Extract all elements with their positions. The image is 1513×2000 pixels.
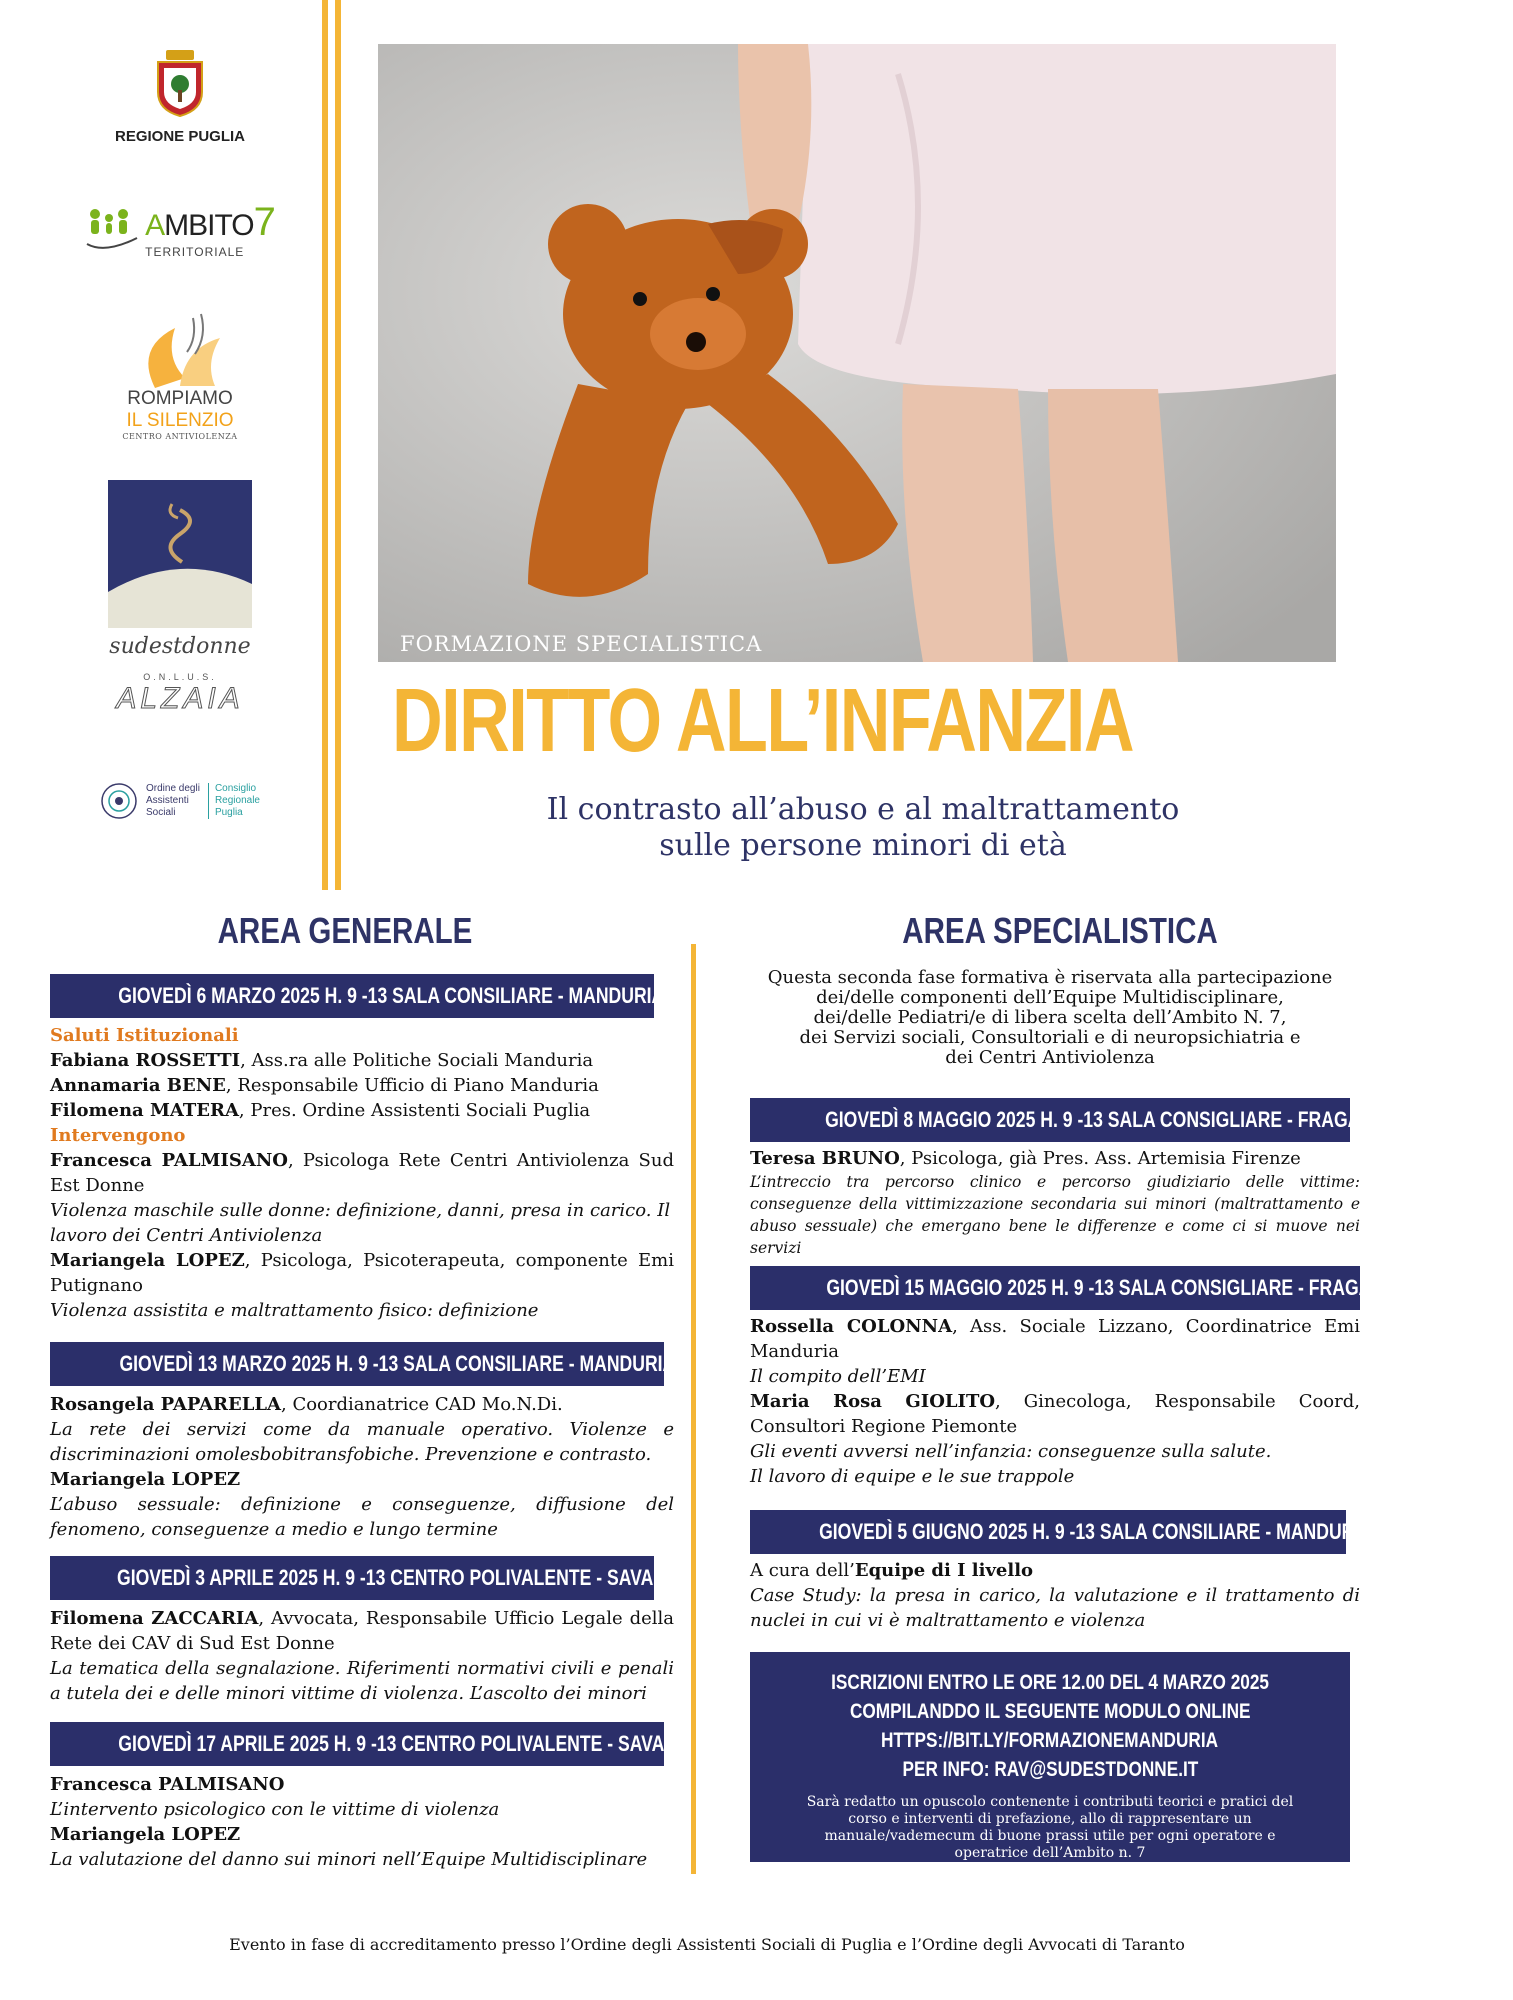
registration-deadline: ISCRIZIONI ENTRO LE ORE 12.00 DEL 4 MARZO 2025	[831, 1671, 1269, 1694]
family-hand-icon	[85, 204, 139, 256]
talk-topic: La valutazione del danno sui minori nell’Equipe Multidisciplinare	[50, 1849, 648, 1870]
speaker-role: , Psicologa, Psicoterapeuta, componente Emi Putignano	[50, 1250, 674, 1296]
speaker-role: , Pres. Ordine Assistenti Sociali Puglia	[238, 1100, 591, 1121]
ambito-text: MBITO	[164, 209, 254, 242]
alzaia-onlus: O.N.L.U.S.	[143, 672, 217, 682]
speaker-name: Rossella COLONNA	[750, 1316, 953, 1337]
ambito-sub: TERRITORIALE	[145, 245, 245, 259]
intro-line: dei Centri Antiviolenza	[945, 1047, 1155, 1068]
session-17-aprile-content	[50, 1772, 674, 1872]
session-date-13-marzo	[50, 1342, 676, 1386]
rompiamo-logo	[60, 308, 300, 441]
speaker-name: Mariangela LOPEZ	[50, 1250, 245, 1271]
page-subtitle	[380, 792, 1346, 864]
session-date-text: GIOVEDÌ 5 GIUGNO 2025 H. 9 -13 SALA CONSILIARE - MANDURIA	[819, 1519, 1372, 1544]
session-date-17-aprile	[50, 1722, 664, 1766]
speaker-role: , Ginecologa, Responsabile Coord, Consultori Regione Piemonte	[750, 1391, 1360, 1437]
speaker-role: , Responsabile Ufficio di Piano Manduria	[225, 1075, 599, 1096]
session-date-text: GIOVEDÌ 3 APRILE 2025 H. 9 -13 CENTRO POLIVALENTE - SAVA	[117, 1565, 654, 1590]
child-teddy-bear-image	[378, 44, 1336, 662]
speaker-name: Maria Rosa GIOLITO	[750, 1391, 996, 1412]
session-date-text: GIOVEDÌ 13 MARZO 2025 H. 9 -13 SALA CONSILIARE - MANDURIA	[119, 1351, 676, 1376]
divider-bar-center	[691, 944, 696, 1874]
rompiamo-label: ROMPIAMO	[127, 388, 233, 409]
talk-topic: L’intreccio tra percorso clinico e percorso giudiziario delle vittime: conseguenze della vittimizzazione secondaria sui minori (maltrattamento e abuso sessuale) che emergano bene le differenze e come ci si muove nei servizi	[750, 1173, 1360, 1257]
talk-topic: Il compito dell’EMI	[750, 1366, 926, 1387]
sudestdonne-emblem	[108, 480, 252, 628]
talk-topic: Case Study: la presa in carico, la valutazione e il trattamento di nuclei in cui vi è maltrattamento e violenza	[750, 1585, 1360, 1631]
session-date-3-aprile	[50, 1556, 654, 1600]
ordine-logo	[60, 782, 300, 820]
alzaia-logo	[60, 672, 300, 716]
consiglio-label: Consiglio Regionale Puglia	[208, 783, 260, 819]
info-email[interactable]: PER INFO: RAV@SUDESTDONNE.IT	[902, 1758, 1198, 1781]
sudestdonne-logo	[60, 480, 300, 659]
session-date-text: GIOVEDÌ 15 MAGGIO 2025 H. 9 -13 SALA CONSIGLIARE - FRAGAGNANO	[826, 1275, 1437, 1300]
talk-topic: La rete dei servizi come da manuale operativo. Violenze e discriminazioni omolesbobitransfobiche. Prevenzione e contrasto.	[50, 1419, 674, 1465]
ambito-logo	[60, 200, 300, 259]
intervengono-label: Intervengono	[50, 1125, 186, 1146]
ambito-number: 7	[253, 200, 275, 244]
sudestdonne-swirl-icon	[108, 480, 252, 628]
speaker-role: , Ass.ra alle Politiche Sociali Manduria	[240, 1050, 594, 1071]
speaker-name: Annamaria BENE	[50, 1075, 226, 1096]
intro-line: dei/delle Pediatri/e di libera scelta dell’Ambito N. 7,	[813, 1007, 1287, 1028]
area-generale-heading: AREA GENERALE	[217, 910, 473, 951]
registration-box	[750, 1652, 1350, 1862]
subtitle-line-2: sulle persone minori di età	[659, 828, 1067, 863]
subtitle-line-1: Il contrasto all’abuso e al maltrattamento	[546, 792, 1180, 827]
session-date-6-marzo	[50, 974, 665, 1018]
talk-topic: L’intervento psicologico con le vittime di violenza	[50, 1799, 500, 1820]
talk-topic: Violenza assistita e maltrattamento fisico: definizione	[50, 1300, 539, 1321]
session-6-marzo-content	[50, 1023, 674, 1323]
hero-photo	[378, 44, 1336, 662]
regione-puglia-crest-icon	[152, 48, 208, 118]
talk-topic: L’abuso sessuale: definizione e conseguenze, diffusione del fenomeno, conseguenze a medio e lungo termine	[50, 1494, 674, 1540]
ambito-a: A	[145, 209, 165, 242]
session-13-marzo-content	[50, 1392, 674, 1542]
talk-topic: Gli eventi avversi nell’infanzia: conseguenze sulla salute.	[750, 1441, 1272, 1462]
speaker-role: , Psicologa, già Pres. Ass. Artemisia Firenze	[899, 1148, 1301, 1169]
session-8-maggio-content	[750, 1146, 1360, 1259]
speaker-name: Francesca PALMISANO	[50, 1150, 288, 1171]
speaker-name: Teresa BRUNO	[750, 1148, 900, 1169]
regione-label: REGIONE PUGLIA	[114, 128, 245, 145]
speaker-role: , Avvocata, Responsabile Ufficio Legale della Rete dei CAV di Sud Est Donne	[50, 1608, 675, 1654]
area-specialistica-heading: AREA SPECIALISTICA	[902, 910, 1218, 951]
divider-bar-left-2	[335, 0, 341, 890]
speaker-name: Mariangela LOPEZ	[50, 1469, 241, 1490]
centro-label: CENTRO ANTIVIOLENZA	[122, 432, 238, 441]
intro-line: dei Servizi sociali, Consultoriali e di neuropsichiatria e	[799, 1027, 1301, 1048]
registration-note: Sarà redatto un opuscolo contenente i contributi teorici e pratici del corso e interventi di prefazione, allo di rappresentare un manuale/vademecum di buone prassi utile per ogni operatore e operatrice dell’Ambito n. 7	[806, 1794, 1294, 1861]
talk-topic: Violenza maschile sulle donne: definizione, danni, presa in carico. Il lavoro dei Centri Antiviolenza	[50, 1200, 671, 1246]
talk-topic: Il lavoro di equipe e le sue trappole	[750, 1466, 1075, 1487]
session-date-text: GIOVEDÌ 6 MARZO 2025 H. 9 -13 SALA CONSILIARE - MANDURIA	[118, 983, 665, 1008]
speaker-name: Francesca PALMISANO	[50, 1774, 285, 1795]
session-date-8-maggio	[750, 1098, 1426, 1142]
speaker-name: Filomena ZACCARIA	[50, 1608, 259, 1629]
registration-link[interactable]: HTTPS://BIT.LY/FORMAZIONEMANDURIA	[881, 1729, 1219, 1752]
session-date-text: GIOVEDÌ 17 APRILE 2025 H. 9 -13 CENTRO POLIVALENTE - SAVA	[118, 1731, 665, 1756]
speaker-role: , Coordianatrice CAD Mo.N.Di.	[281, 1394, 563, 1415]
session-15-maggio-content	[750, 1314, 1360, 1489]
session-5-giugno-content	[750, 1558, 1360, 1633]
ordine-label: Ordine degli Assistenti Sociali	[146, 783, 200, 818]
kicker: FORMAZIONE SPECIALISTICA	[400, 632, 763, 656]
talk-topic: La tematica della segnalazione. Riferimenti normativi civili e penali a tutela dei e delle minori vittime di violenza. L’ascolto dei minori	[50, 1658, 674, 1704]
intro-line: Questa seconda fase formativa è riservata alla partecipazione	[767, 967, 1333, 988]
ordine-emblem-icon	[100, 782, 138, 820]
saluti-label: Saluti Istituzionali	[50, 1025, 239, 1046]
speaker-name: Fabiana ROSSETTI	[50, 1050, 241, 1071]
session-date-5-giugno	[750, 1510, 1372, 1554]
specialistica-intro	[740, 968, 1360, 1068]
alzaia-label: ALZAIA	[116, 682, 244, 715]
speaker-name: Filomena MATERA	[50, 1100, 239, 1121]
intro-line: dei/delle componenti dell’Equipe Multidisciplinare,	[816, 987, 1284, 1008]
session-3-aprile-content	[50, 1606, 674, 1706]
divider-bar-left-1	[322, 0, 328, 890]
speaker-role: , Psicologa Rete Centri Antiviolenza Sud Est Donne	[50, 1150, 674, 1196]
equipe-name: Equipe di I livello	[854, 1560, 1034, 1581]
speaker-name: Mariangela LOPEZ	[50, 1824, 241, 1845]
registration-instruction: COMPILANDDO IL SEGUENTE MODULO ONLINE	[849, 1700, 1251, 1723]
footer-accreditation: Evento in fase di accreditamento presso l’Ordine degli Assistenti Sociali di Puglia e l’Ordine degli Avvocati di Taranto	[229, 1935, 1185, 1954]
cura-text: A cura dell’	[750, 1560, 855, 1581]
speaker-name: Rosangela PAPARELLA	[50, 1394, 281, 1415]
session-date-15-maggio	[750, 1266, 1437, 1310]
sudestdonne-label: sudestdonne	[109, 634, 251, 659]
rompiamo-flame-icon	[125, 308, 235, 398]
speaker-role: , Ass. Sociale Lizzano, Coordinatrice Emi Manduria	[750, 1316, 1360, 1362]
session-date-text: GIOVEDÌ 8 MAGGIO 2025 H. 9 -13 SALA CONSIGLIARE - FRAGAGNANO	[825, 1107, 1426, 1132]
silenzio-label: IL SILENZIO	[126, 410, 234, 431]
regione-puglia-logo	[60, 48, 300, 145]
page-title: DIRITTO ALL’INFANZIA	[392, 671, 1133, 771]
